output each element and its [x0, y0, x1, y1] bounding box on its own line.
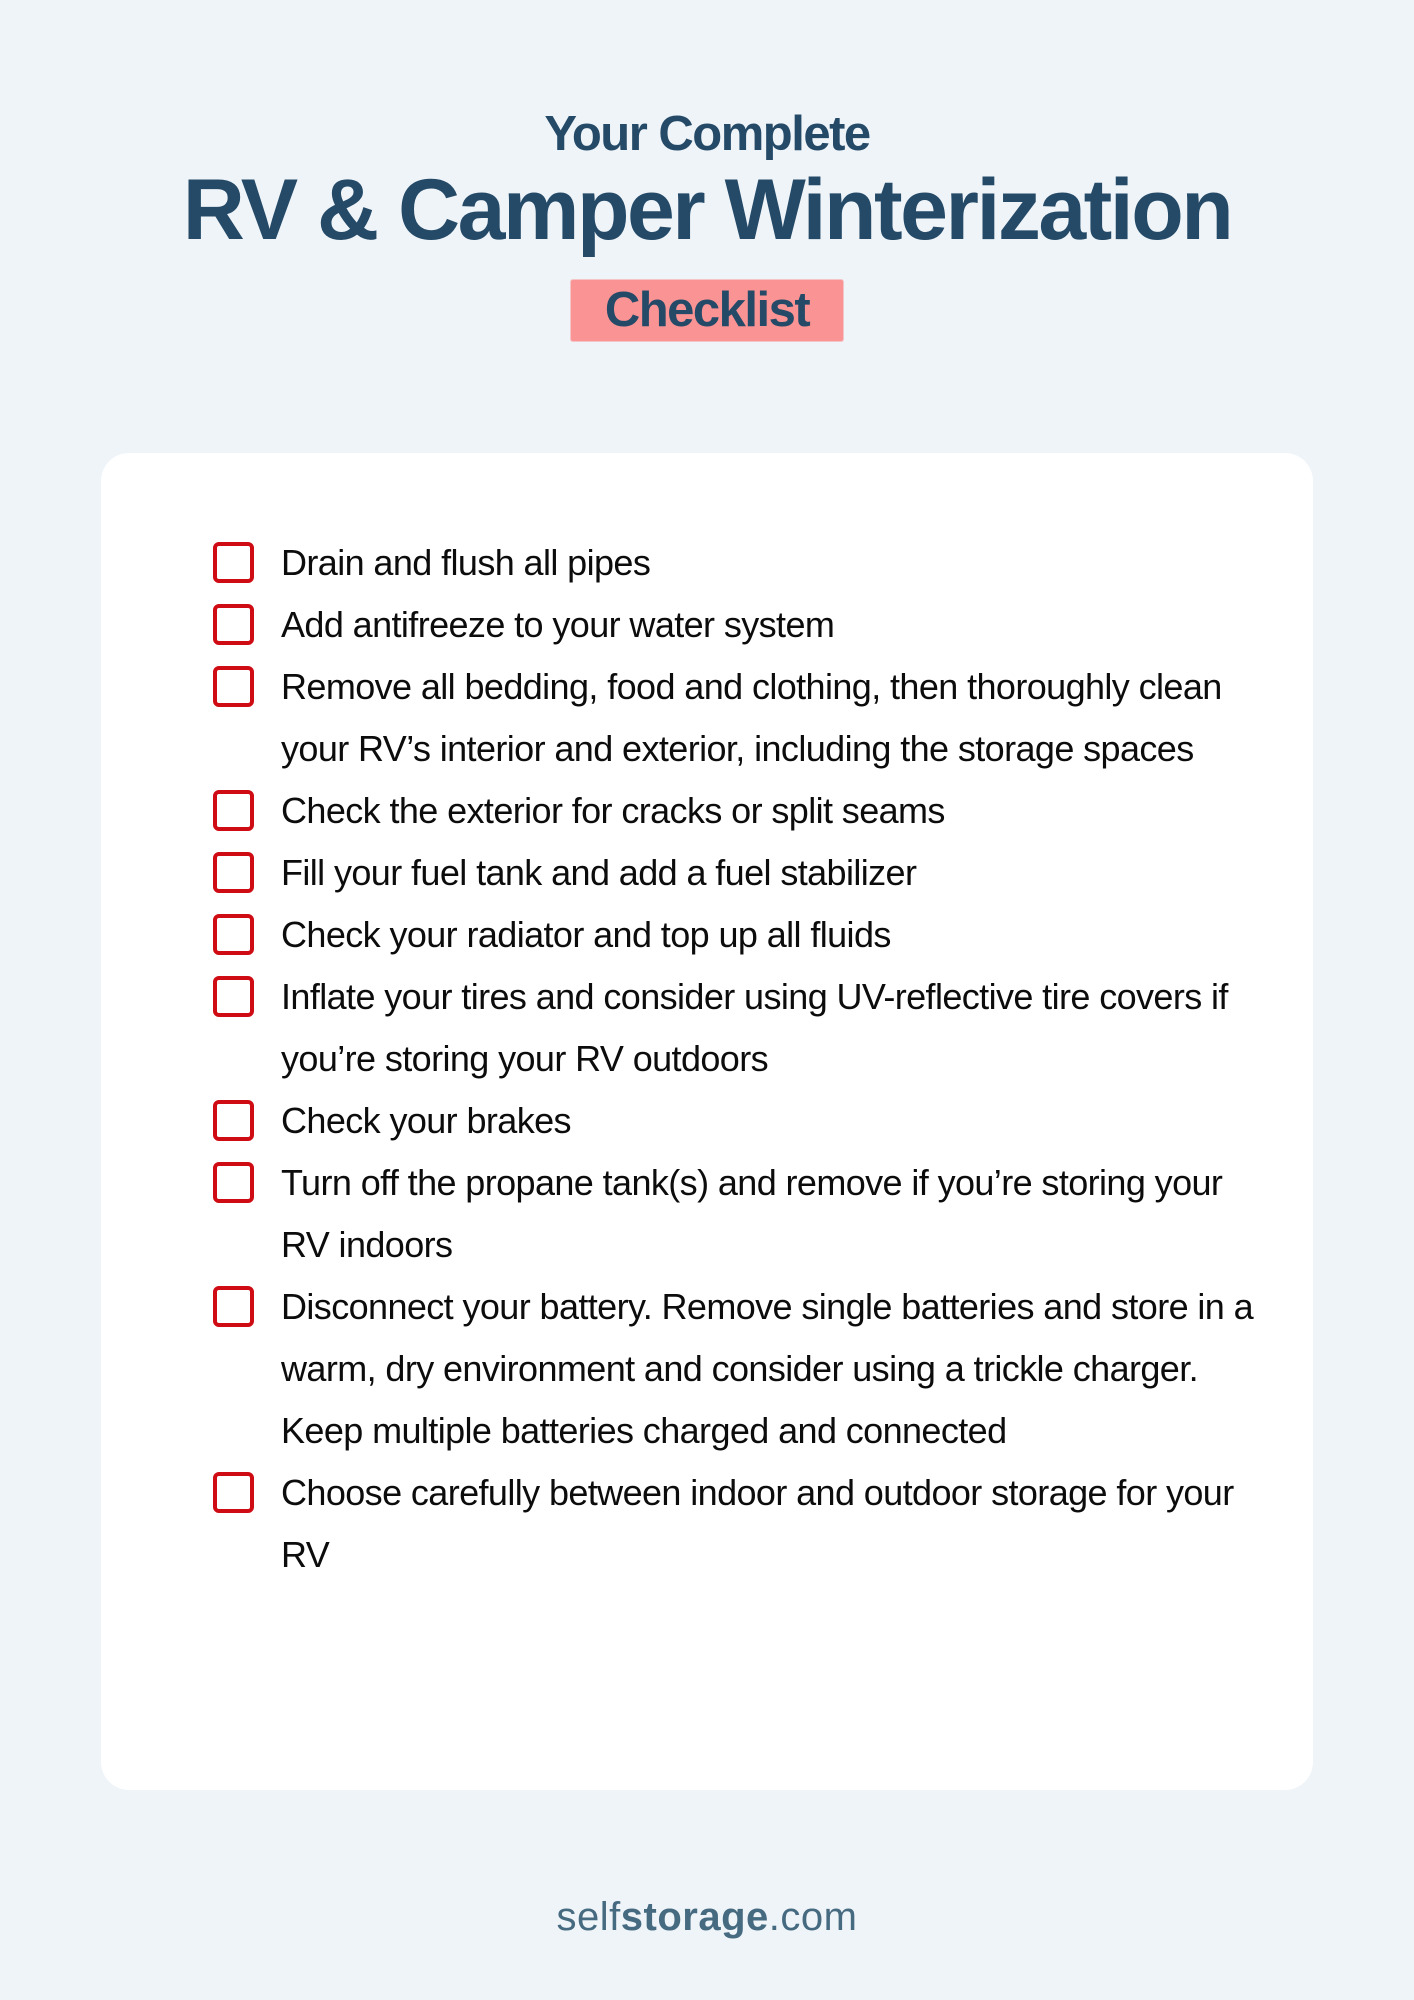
checkbox[interactable]	[213, 666, 254, 707]
checkbox[interactable]	[213, 914, 254, 955]
page-title: RV & Camper Winterization	[182, 162, 1232, 258]
checklist-card	[101, 453, 1313, 1790]
checkbox[interactable]	[213, 790, 254, 831]
checklist-item-label: Add antifreeze to your water system	[281, 604, 835, 645]
checklist-item	[107, 780, 1267, 842]
checkbox[interactable]	[213, 1100, 254, 1141]
checklist-item	[107, 1276, 1267, 1462]
checklist-item-label: Turn off the propane tank(s) and remove if you’re storing your RV indoors	[281, 1162, 1223, 1265]
checkbox[interactable]	[213, 1286, 254, 1327]
checklist-item-label: Remove all bedding, food and clothing, then thoroughly clean your RV’s interior and exterior, including the storage spaces	[281, 666, 1222, 769]
checklist-item	[107, 842, 1267, 904]
checklist-item	[107, 1152, 1267, 1276]
checkbox[interactable]	[213, 542, 254, 583]
checklist-item-label: Fill your fuel tank and add a fuel stabilizer	[281, 852, 917, 893]
checklist-item	[107, 1090, 1267, 1152]
checkbox[interactable]	[213, 976, 254, 1017]
checklist	[207, 532, 1267, 1586]
checklist-item	[107, 532, 1267, 594]
checklist-item-label: Inflate your tires and consider using UV-reflective tire covers if you’re storing your RV outdoors	[281, 976, 1228, 1079]
checklist-item	[107, 594, 1267, 656]
checklist-item-label: Check your radiator and top up all fluids	[281, 914, 891, 955]
checklist-tag-wrapper	[0, 280, 1414, 341]
checklist-item-label: Disconnect your battery. Remove single batteries and store in a warm, dry environment and consider using a trickle charger. Keep multiple batteries charged and connected	[281, 1286, 1254, 1451]
checklist-item	[107, 1462, 1267, 1586]
checklist-item-label: Check your brakes	[281, 1100, 571, 1141]
checkbox[interactable]	[213, 1162, 254, 1203]
checklist-item	[107, 966, 1267, 1090]
checklist-item-label: Drain and flush all pipes	[281, 542, 651, 583]
brand-prefix: self	[556, 1895, 621, 1939]
brand-bold: storage	[620, 1895, 769, 1939]
page-subtitle: Your Complete	[544, 107, 870, 161]
checkbox[interactable]	[213, 852, 254, 893]
checklist-item	[107, 656, 1267, 780]
checklist-item-label: Choose carefully between indoor and outdoor storage for your RV	[281, 1472, 1234, 1575]
brand-logo	[0, 1893, 1414, 1941]
checklist-item	[107, 904, 1267, 966]
checkbox[interactable]	[213, 604, 254, 645]
checklist-item-label: Check the exterior for cracks or split seams	[281, 790, 945, 831]
checkbox[interactable]	[213, 1472, 254, 1513]
checklist-tag: Checklist	[571, 280, 843, 341]
brand-suffix: .com	[768, 1895, 858, 1939]
